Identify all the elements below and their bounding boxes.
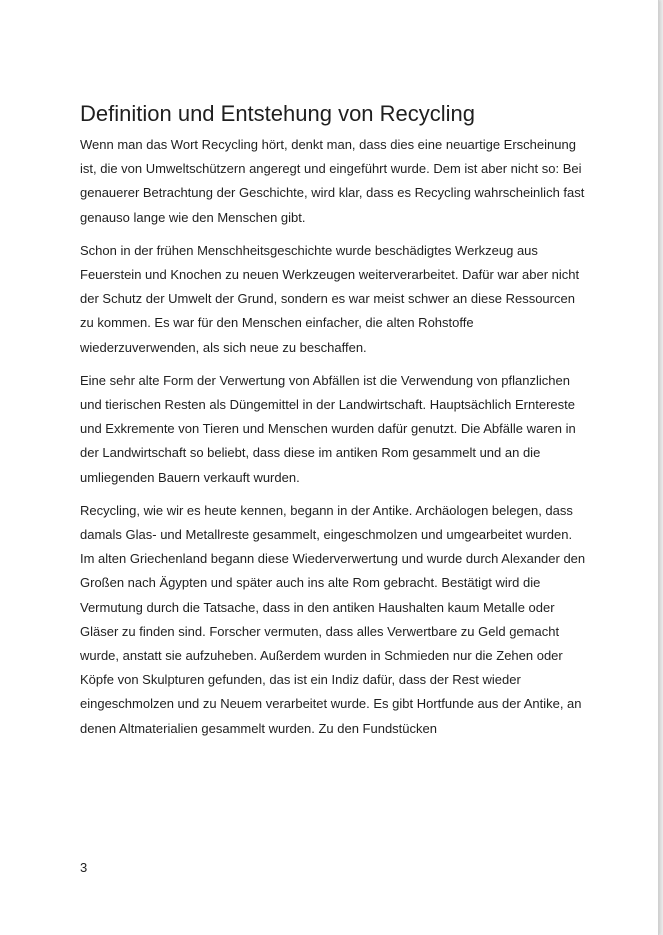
paragraph-3: Eine sehr alte Form der Verwertung von Abfällen ist die Verwendung von pflanzlichen und tierischen Resten als Düngemittel in der Landwirtschaft. Hauptsächlich Erntereste und Exkremente von Tieren und Menschen wurden dafür genutzt. Die Abfälle waren in der Landwirtschaft so beliebt, dass diese im antiken Rom gesammelt und an die umliegenden Bauern verkauft wurden.: [80, 372, 576, 485]
paragraph-2: Schon in der frühen Menschheitsgeschichte wurde beschädigtes Werkzeug aus Feuerstein und Knochen zu neuen Werkzeugen weiterverarbeitet. Dafür war aber nicht der Schutz der Umwelt der Grund, sondern es war meist schwer an diese Ressourcen zu kommen. Es war für den Menschen einfacher, die alten Rohstoffe wiederzuverwenden, als sich neue zu beschaffen.: [80, 242, 580, 355]
page-number: 3: [80, 860, 88, 875]
page-content: [80, 100, 590, 750]
paragraph-1: Wenn man das Wort Recycling hört, denkt man, dass dies eine neuartige Erscheinung ist, die von Umweltschützern angeregt und eingeführt wurde. Dem ist aber nicht so: Bei genauerer Betrachtung der Geschichte, wird klar, dass es Recycling wahrscheinlich fast genauso lange wie den Menschen gibt.: [80, 137, 585, 225]
section-heading: Definition und Entstehung von Recycling: [80, 101, 476, 126]
paragraph-4: Recycling, wie wir es heute kennen, begann in der Antike. Archäologen belegen, dass damals Glas- und Metallreste gesammelt, eingeschmolzen und umgearbeitet wurden. Im alten Griechenland begann diese Wiederverwertung und wurde durch Alexander den Großen nach Ägypten und später auch ins alte Rom gebracht. Bestätigt wird die Vermutung durch die Tatsache, dass in den antiken Haushalten kaum Metalle oder Gläser zu finden sind. Forscher vermuten, dass alles Verwertbare zu Geld gemacht wurde, anstatt sie aufzuheben. Außerdem wurden in Schmieden nur die Zehen oder Köpfe von Skulpturen gefunden, das ist ein Indiz dafür, dass der Rest wieder eingeschmolzen und zu Neuem verarbeitet wurde. Es gibt Hortfunde aus der Antike, an denen Altmaterialien gesammelt wurden. Zu den Fundstücken: [80, 502, 586, 736]
